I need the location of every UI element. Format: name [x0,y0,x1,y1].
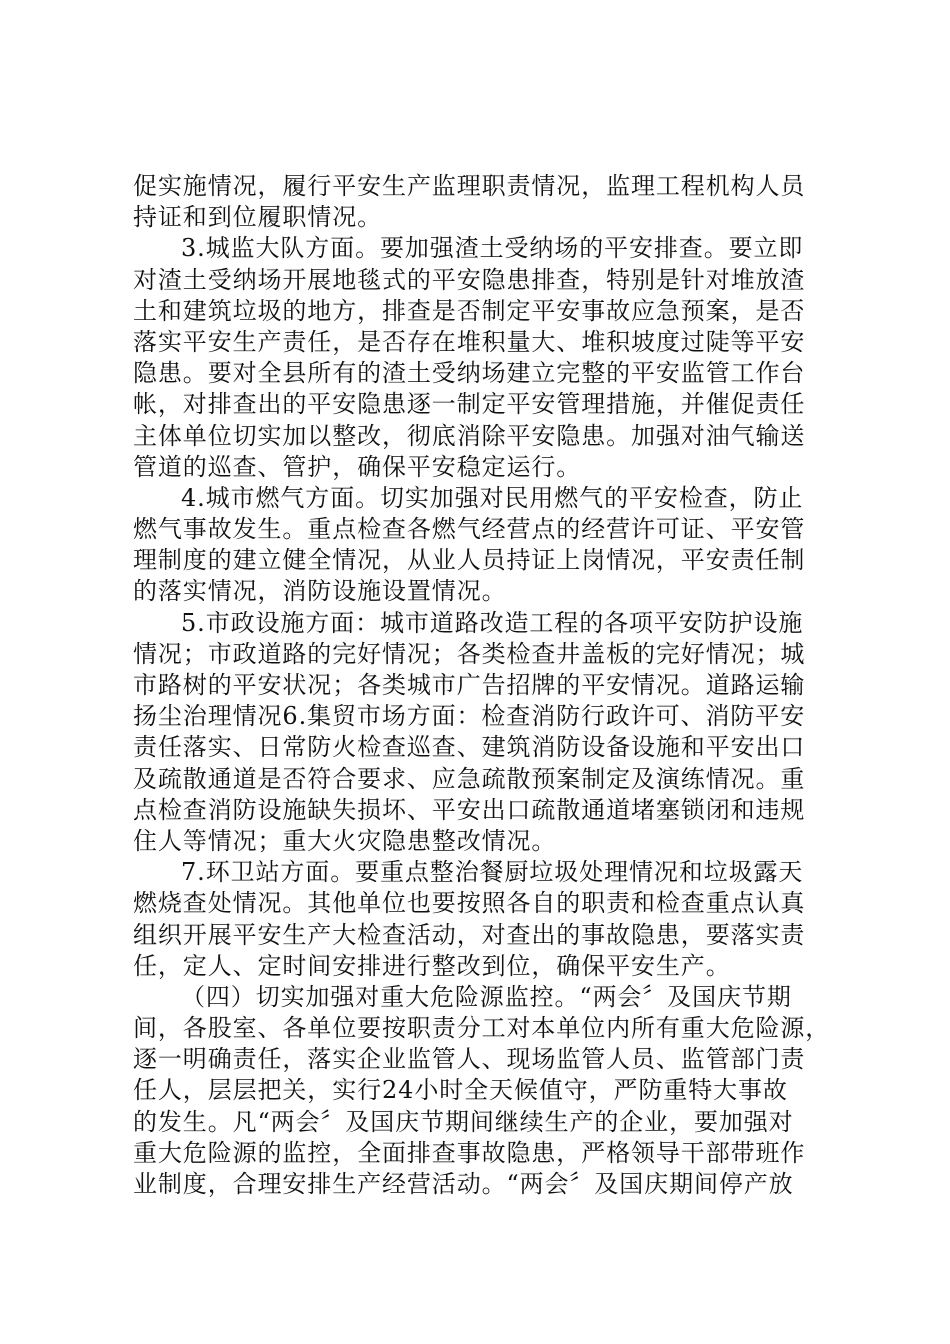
text-line: 组织开展平安生产大检查活动，对查出的事故隐患，要落实责 [133,920,806,949]
text-line: 土和建筑垃圾的地方，排查是否制定平安事故应急预案，是否 [133,296,806,325]
text-line: 对渣土受纳场开展地毯式的平安隐患排查，特别是针对堆放渣 [133,265,806,294]
text-line: 重大危险源的监控，全面排查事故隐患，严格领导干部带班作 [133,1138,806,1167]
text-line: 帐，对排查出的平安隐患逐一制定平安管理措施，并催促责任 [133,390,806,419]
text-line: 5.市政设施方面：城市道路改造工程的各项平安防护设施 [181,608,804,637]
text-line: 7.环卫站方面。要重点整治餐厨垃圾处理情况和垃圾露天 [181,858,804,887]
text-line: 扬尘治理情况6.集贸市场方面：检查消防行政许可、消防平安 [133,702,806,731]
text-line: 业制度，合理安排生产经营活动。“两会〞及国庆期间停产放 [133,1170,794,1198]
text-line: 3.城监大队方面。要加强渣土受纳场的平安排查。要立即 [181,234,804,263]
text-line: 理制度的建立健全情况，从业人员持证上岗情况，平安责任制 [133,546,806,575]
text-line: 及疏散通道是否符合要求、应急疏散预案制定及演练情况。重 [133,764,806,793]
text-line: 住人等情况；重大火灾隐患整改情况。 [133,826,557,855]
text-line: 逐一明确责任，落实企业监管人、现场监管人员、监管部门责 [133,1045,806,1074]
text-line: 点检查消防设施缺失损坏、平安出口疏散通道堵塞锁闭和违规 [133,795,806,824]
text-line: 促实施情况，履行平安生产监理职责情况，监理工程机构人员 [133,172,806,200]
text-line: 燃烧查处情况。其他单位也要按照各自的职责和检查重点认真 [133,889,806,918]
text-line: 主体单位切实加以整改，彻底消除平安隐患。加强对油气输送 [133,421,806,450]
text-line: 4.城市燃气方面。切实加强对民用燃气的平安检查，防止 [181,483,804,512]
text-line: 间，各股室、各单位要按职责分工对本单位内所有重大危险源， [133,1014,831,1043]
text-line: 的落实情况，消防设施设置情况。 [133,577,507,606]
document-body [133,171,845,1200]
text-line: 任，定人、定时间安排进行整改到位，确保平安生产。 [133,951,731,980]
text-line: 管道的巡查、管护，确保平安稳定运行。 [133,452,582,481]
text-line: 隐患。要对全县所有的渣土受纳场建立完整的平安监管工作台 [133,359,806,388]
text-line: （四）切实加强对重大危险源监控。“两会〞及国庆节期 [181,982,792,1011]
text-line: 燃气事故发生。重点检查各燃气经营点的经营许可证、平安管 [133,515,806,544]
text-line: 责任落实、日常防火检查巡查、建筑消防设备设施和平安出口 [133,733,806,762]
text-line: 情况；市政道路的完好情况；各类检查井盖板的完好情况；城 [133,639,806,668]
text-line: 落实平安生产责任，是否存在堆积量大、堆积坡度过陡等平安 [133,327,806,356]
text-line: 任人，层层把关，实行24小时全天候值守，严防重特大事故 [133,1076,788,1105]
text-line: 的发生。凡“两会〞及国庆节期间继续生产的企业，要加强对 [133,1107,794,1136]
text-line: 持证和到位履职情况。 [133,203,382,232]
text-line: 市路树的平安状况；各类城市广告招牌的平安情况。道路运输 [133,671,806,699]
